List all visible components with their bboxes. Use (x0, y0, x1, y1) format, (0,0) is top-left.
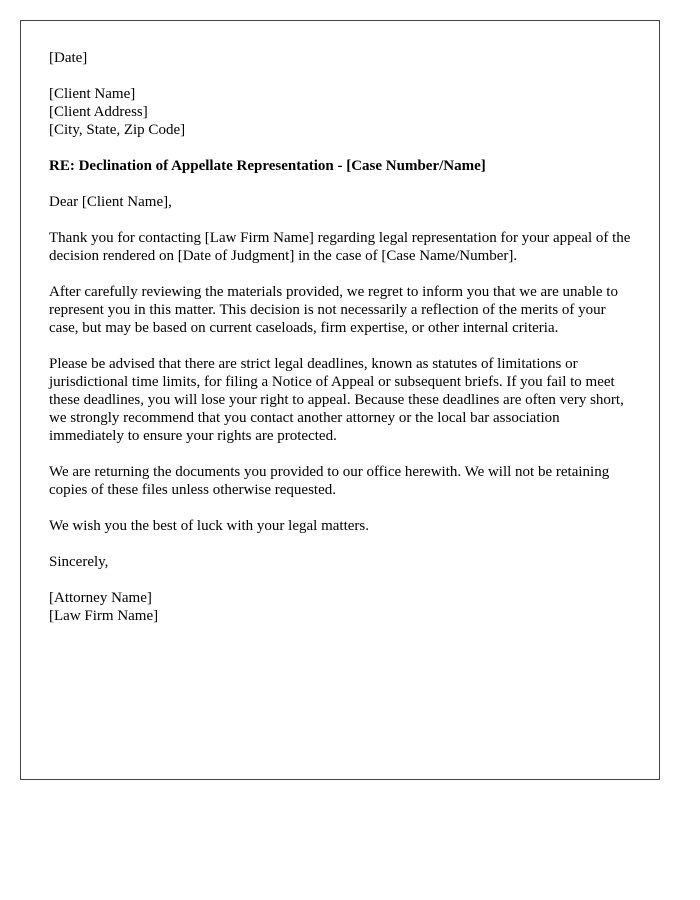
recipient-address-block (49, 85, 634, 139)
paragraph-wishes: We wish you the best of luck with your legal matters. (49, 518, 369, 534)
letter-page (20, 20, 660, 780)
subject-block (49, 157, 634, 175)
closing-block (49, 553, 634, 571)
paragraph-declination: After carefully reviewing the materials provided, we regret to inform you that we are unable to represent you in this matter. This decision is not necessarily a reflection of the merits of your case, but may be based on current caseloads, firm expertise, or other internal criteria. (49, 284, 618, 336)
salutation-block (49, 193, 634, 211)
letter-body (49, 49, 634, 643)
salutation: Dear [Client Name], (49, 194, 172, 210)
firm-name: [Law Firm Name] (49, 608, 159, 624)
attorney-name: [Attorney Name] (49, 590, 152, 606)
signature-block (49, 589, 634, 625)
date-block (49, 49, 634, 67)
letter-date: [Date] (49, 50, 88, 66)
client-name: [Client Name] (49, 86, 136, 102)
subject-line: RE: Declination of Appellate Representation - [Case Number/Name] (49, 158, 486, 174)
paragraph-documents: We are returning the documents you provided to our office herewith. We will not be retaining copies of these files unless otherwise requested. (49, 464, 610, 498)
city-state-zip: [City, State, Zip Code] (49, 122, 186, 138)
paragraph-deadlines: Please be advised that there are strict legal deadlines, known as statutes of limitations or jurisdictional time limits, for filing a Notice of Appeal or subsequent briefs. If you fail to meet these deadlines, you will lose your right to appeal. Because these deadlines are often very short, we strongly recommend that you contact another attorney or the local bar association immediately to ensure your rights are protected. (49, 356, 624, 444)
client-address: [Client Address] (49, 104, 148, 120)
paragraph-intro: Thank you for contacting [Law Firm Name] regarding legal representation for your appeal of the decision rendered on [Date of Judgment] in the case of [Case Name/Number]. (49, 230, 631, 264)
closing: Sincerely, (49, 554, 109, 570)
